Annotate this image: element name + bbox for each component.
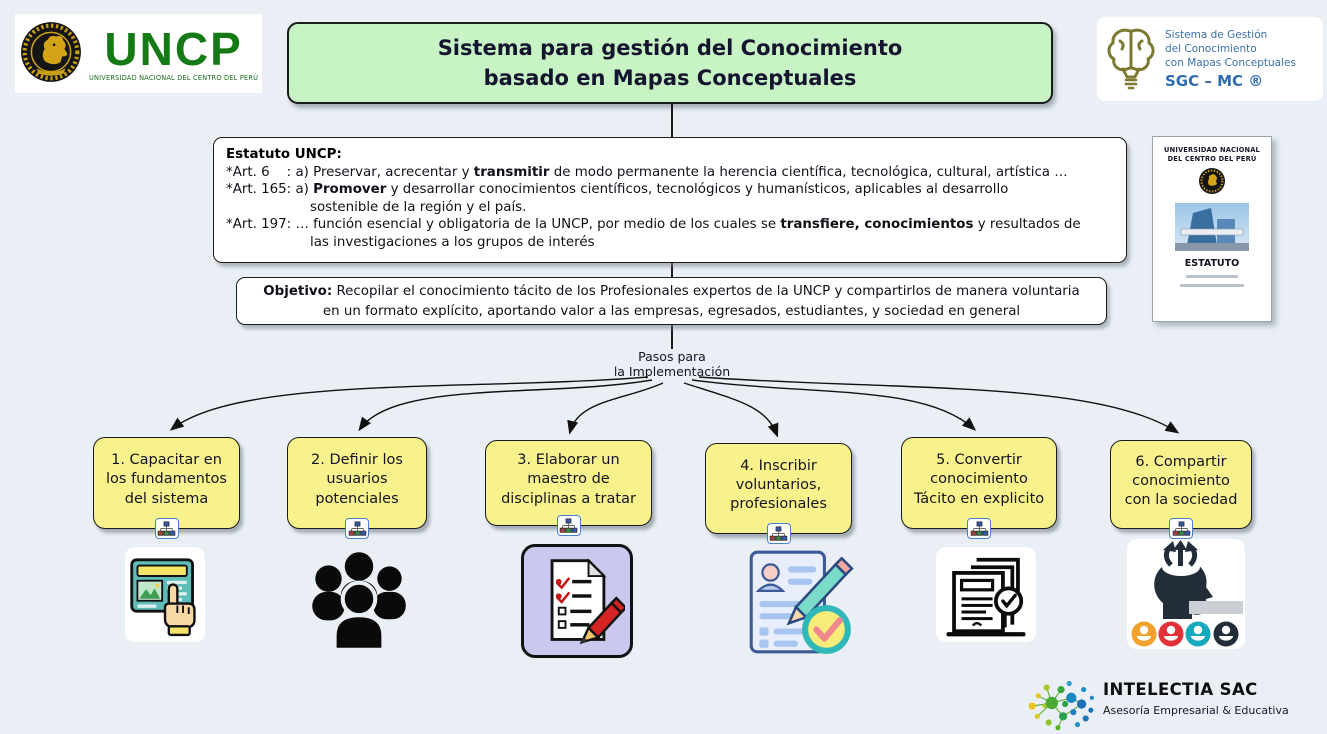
brain-bulb-icon <box>1103 24 1159 94</box>
doc-date-bar <box>1180 284 1244 287</box>
estatuto-heading: Estatuto UNCP: <box>226 147 342 162</box>
concept-node-icon[interactable] <box>1169 518 1193 539</box>
website-training-icon <box>125 547 205 642</box>
estatuto-box <box>213 137 1127 263</box>
doc-building-photo <box>1175 203 1249 251</box>
estatuto-art197: *Art. 197: … función esencial y obligatoria de la UNCP, por medio de los cuales se transfiere, conocimientos y resultados de <box>226 217 1081 233</box>
concept-node-icon[interactable] <box>557 515 581 536</box>
uncp-emblem-icon <box>19 20 83 88</box>
estatuto-art165: *Art. 165: a) Promover y desarrollar conocimientos científicos, tecnológicos y humanísticos, aplicables al desarrollo <box>226 182 1009 198</box>
sgc-acronym: SGC – MC ® <box>1165 72 1264 90</box>
step-label-1: 1. Capacitar en los fundamentos del sistema <box>106 452 227 507</box>
main-title-box <box>287 22 1053 104</box>
sgc-mc-logo-card <box>1097 17 1323 101</box>
concept-node-icon[interactable] <box>155 518 179 539</box>
connector-title-estatuto <box>671 104 673 137</box>
objetivo-text: Recopilar el conocimiento tácito de los Profesionales expertos de la UNCP y compartirlos de manera voluntaria <box>332 284 1080 299</box>
uncp-logo-card <box>15 14 262 93</box>
doc-title: ESTATUTO <box>1184 258 1240 269</box>
main-title-line1: Sistema para gestión del Conocimiento <box>437 36 903 60</box>
doc-university-line1: UNIVERSIDAD NACIONAL <box>1164 146 1260 154</box>
hub-line2: la Implementación <box>613 364 731 379</box>
connector-estatuto-objetivo <box>671 263 673 277</box>
company-name: INTELECTIA SAC <box>1103 680 1258 699</box>
step-box-3 <box>485 440 652 526</box>
concept-node-icon[interactable] <box>767 523 791 544</box>
branch-arrows <box>0 336 1327 448</box>
step-label-3: 3. Elaborar un maestro de disciplinas a tratar <box>501 452 636 507</box>
estatuto-art6: *Art. 6 : a) Preservar, acrecentar y transmitir de modo permanente la herencia científica, tecnológica, cultural, artística … <box>226 165 1068 180</box>
objetivo-label: Objetivo: <box>263 284 333 299</box>
registration-form-icon <box>737 544 859 658</box>
document-verified-icon <box>936 547 1036 642</box>
step-box-4 <box>705 443 852 534</box>
step-box-5 <box>901 437 1057 529</box>
doc-university-line2: DEL CENTRO DEL PERÚ <box>1167 154 1257 163</box>
step-label-4: 4. Inscribir voluntarios, profesionales <box>730 457 827 513</box>
uncp-acronym: UNCP <box>104 22 243 75</box>
sgc-line2: del Conocimiento <box>1165 43 1257 55</box>
intelectia-logo-icon <box>1024 675 1096 734</box>
step-label-5: 5. Convertir conocimiento Tácito en explicito <box>913 452 1045 507</box>
estatuto-art165-cont: sostenible de la región y el país. <box>310 199 527 215</box>
uncp-full-name: UNIVERSIDAD NACIONAL DEL CENTRO DEL PERÚ <box>89 73 259 82</box>
objetivo-line2: en un formato explícito, aportando valor a las empresas, egresados, estudiantes, y sociedad en general <box>322 304 1021 319</box>
concept-node-icon[interactable] <box>967 518 991 539</box>
estatuto-document-thumbnail <box>1152 136 1272 322</box>
doc-subtitle-bar <box>1186 275 1238 278</box>
step-box-1 <box>93 437 240 529</box>
checklist-pencil-icon <box>521 544 633 658</box>
share-knowledge-icon <box>1127 539 1245 649</box>
doc-emblem-icon <box>1153 167 1271 199</box>
sgc-line1: Sistema de Gestión <box>1165 29 1268 41</box>
step-label-2: 2. Definir los usuarios potenciales <box>311 452 403 507</box>
users-group-icon <box>298 550 420 652</box>
concept-node-icon[interactable] <box>345 518 369 539</box>
objetivo-line1 <box>237 282 1106 302</box>
sgc-line3: con Mapas Conceptuales <box>1165 57 1296 69</box>
company-tagline: Asesoría Empresarial & Educativa <box>1103 704 1289 717</box>
objetivo-box <box>236 277 1107 325</box>
step-box-6 <box>1110 440 1252 529</box>
step-box-2 <box>287 437 427 529</box>
main-title-line2: basado en Mapas Conceptuales <box>483 66 857 90</box>
hub-line1: Pasos para <box>638 349 706 364</box>
estatuto-art197-cont: las investigaciones a los grupos de interés <box>310 234 595 250</box>
step-label-6: 6. Compartir conocimiento con la sociedad <box>1124 453 1238 509</box>
